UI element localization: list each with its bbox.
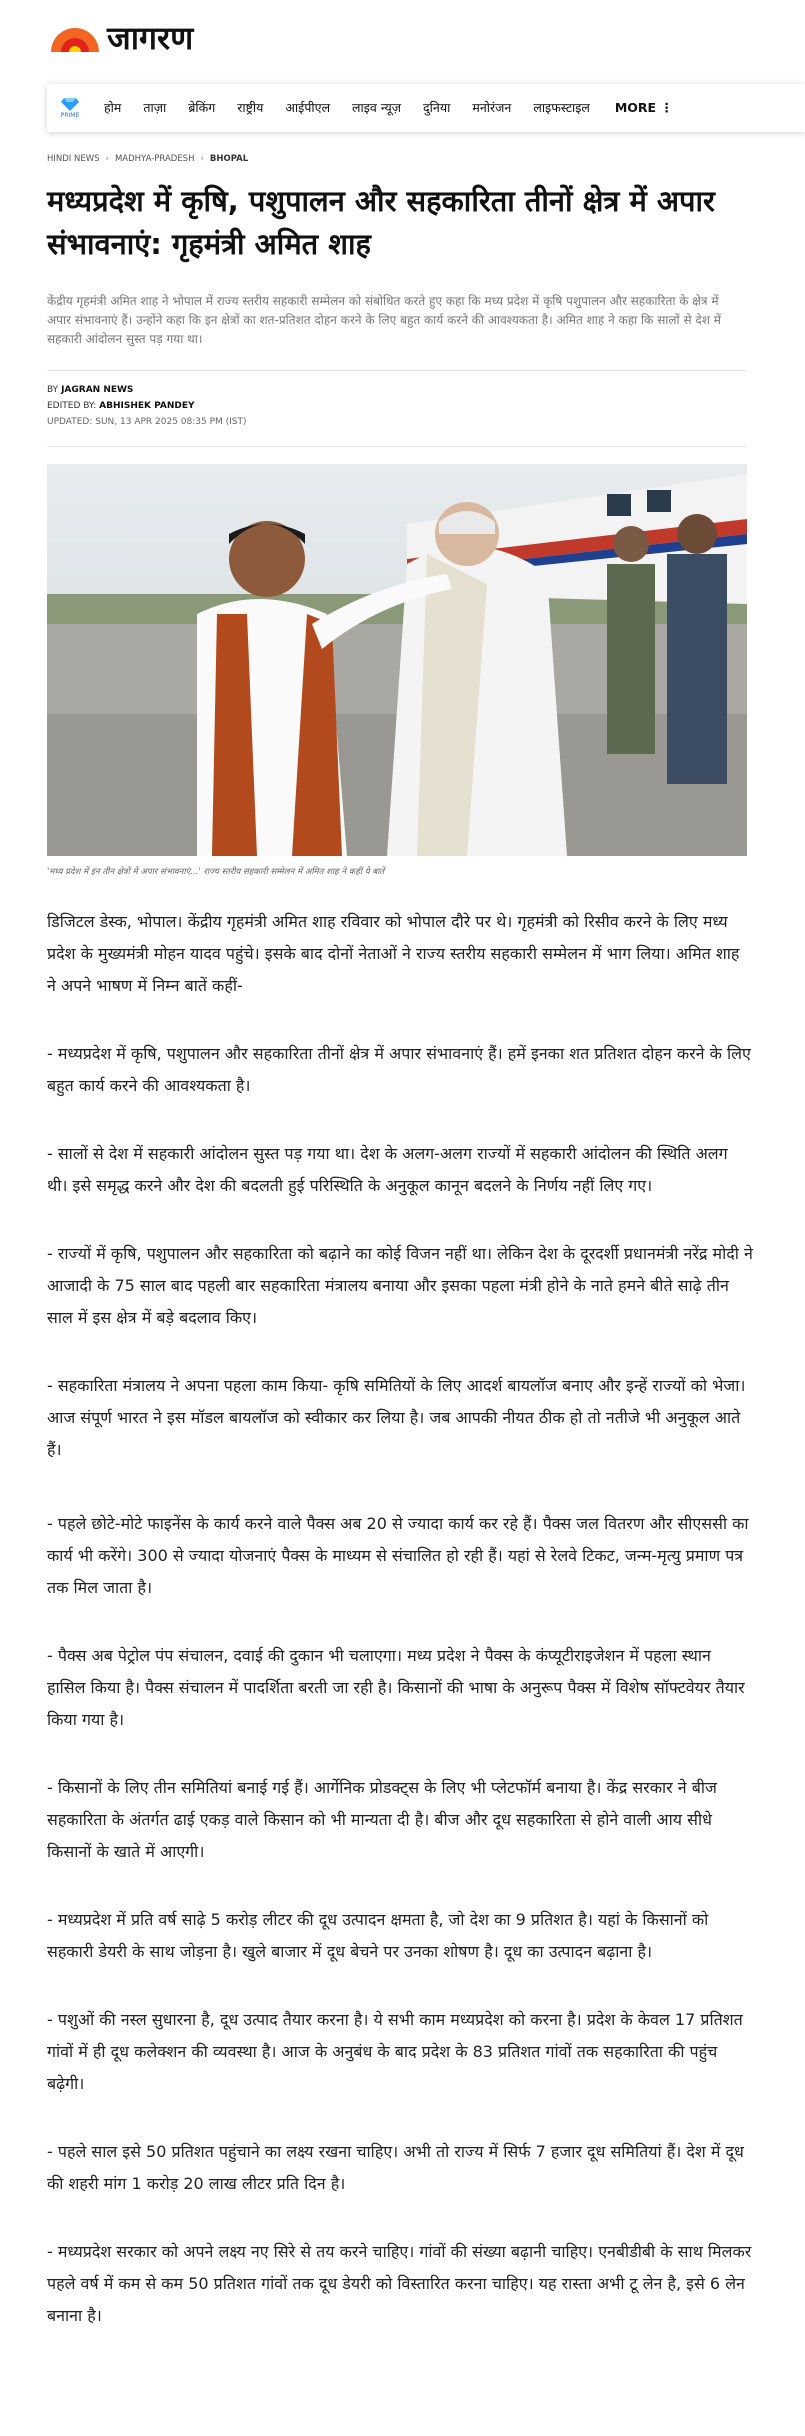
prime-label: PRIME bbox=[60, 112, 80, 119]
article-paragraph: - सालों से देश में सहकारी आंदोलन सुस्त पड़ गया था। देश के अलग-अलग राज्यों में सहकारी आंदोलन की स्थिति अलग थी। इसे समृद्ध करने और देश की बदलती हुई परिस्थिति के अनुकूल कानून बदलने के निर्णय नहीं लिए गए। bbox=[47, 1144, 728, 1195]
nav-more-button[interactable]: MORE ⋮ bbox=[614, 100, 673, 115]
nav-item-ipl[interactable]: आईपीएल bbox=[285, 100, 331, 115]
edited-by bbox=[47, 398, 247, 414]
updated-timestamp: UPDATED: SUN, 13 APR 2025 08:35 PM (IST) bbox=[47, 417, 247, 427]
article-paragraph: - राज्यों में कृषि, पशुपालन और सहकारिता को बढ़ाने का कोई विजन नहीं था। लेकिन देश के दूरदर्शी प्रधानमंत्री नरेंद्र मोदी ने आजादी के 75 साल बाद पहली बार सहकारिता मंत्रालय बनाया और इसका पहला मंत्री होने के नाते हमने बीते साढ़े तीन साल में इस क्षेत्र में बड़े बदलाव किए। bbox=[47, 1244, 753, 1327]
nav-item-entertainment[interactable]: मनोरंजन bbox=[472, 100, 512, 115]
nav-item-home[interactable]: होम bbox=[104, 100, 122, 115]
edited-by-label: EDITED BY: bbox=[47, 401, 97, 411]
editor-link[interactable]: ABHISHEK PANDEY bbox=[99, 401, 195, 411]
article-paragraph: डिजिटल डेस्क, भोपाल। केंद्रीय गृहमंत्री अमित शाह रविवार को भोपाल दौरे पर थे। गृहमंत्री को रिसीव करने के लिए मध्य प्रदेश के मुख्यमंत्री मोहन यादव पहुंचे। इसके बाद दोनों नेताओं ने राज्य स्तरीय सहकारी सम्मेलन में भाग लिया। अमित शाह ने अपने भाषण में निम्न बातें कहीं- bbox=[47, 912, 740, 995]
breadcrumb-item-city[interactable]: BHOPAL bbox=[209, 154, 249, 164]
main-nav bbox=[47, 84, 805, 132]
site-logo[interactable] bbox=[47, 20, 193, 56]
article-summary: केंद्रीय गृहमंत्री अमित शाह ने भोपाल में राज्य स्तरीय सहकारी सम्मेलन को संबोधित करते हुए कहा कि मध्य प्रदेश में कृषि पशुपालन और सहकारिता के क्षेत्र में अपार संभावनाएं हैं। उन्होंने कहा कि इन क्षेत्रों का शत-प्रतिशत दोहन करने के लिए बहुत कार्य करने की आवश्यकता है। अमित शाह ने कहा कि सालों से देश में सहकारी आंदोलन सुस्त पड़ गया था। bbox=[47, 294, 721, 346]
nav-item-breaking[interactable]: ब्रेकिंग bbox=[188, 100, 216, 115]
logo-wordmark: जागरण bbox=[107, 19, 194, 57]
article-paragraph: - सहकारिता मंत्रालय ने अपना पहला काम किया- कृषि समितियों के लिए आदर्श बायलॉज बनाए और इन्हें राज्यों को भेजा। आज संपूर्ण भारत ने इस मॉडल बायलॉज को स्वीकार कर लिया है। जब आपकी नीयत ठीक हो तो नतीजे भी अनुकूल आते हैं। bbox=[47, 1376, 746, 1459]
breadcrumb-separator: › bbox=[200, 154, 204, 164]
divider bbox=[47, 446, 747, 447]
article-paragraph: - पहले साल इसे 50 प्रतिशत पहुंचाने का लक्ष्य रखना चाहिए। अभी तो राज्य में सिर्फ 7 हजार दूध समितियां हैं। देश में दूध की शहरी मांग 1 करोड़ 20 लाख लीटर प्रति दिन है। bbox=[47, 2142, 744, 2193]
article-body bbox=[47, 906, 753, 2332]
nav-item-lifestyle[interactable]: लाइफस्टाइल bbox=[533, 100, 590, 115]
article-paragraph: - पैक्स अब पेट्रोल पंप संचालन, दवाई की दुकान भी चलाएगा। मध्य प्रदेश ने पैक्स के कंप्यूटीराइजेशन में पहला स्थान हासिल किया है। पैक्स संचालन में पादर्शिता बरती जा रही है। किसानों की भाषा के अनुरूप पैक्स में विशेष सॉफ्टवेयर तैयार किया गया है। bbox=[47, 1646, 745, 1729]
hero-image bbox=[47, 464, 747, 856]
nav-item-national[interactable]: राष्ट्रीय bbox=[237, 100, 264, 115]
article-paragraph: - पहले छोटे-मोटे फाइनेंस के कार्य करने वाले पैक्स अब 20 से ज्यादा कार्य कर रहे हैं। पैक्स जल वितरण और सीएससी का कार्य भी करेंगे। 300 से ज्यादा योजनाएं पैक्स के माध्यम से संचालित हो रही हैं। यहां से रेलवे टिकट, जन्म-मृत्यु प्रमाण पत्र तक मिल जाता है। bbox=[47, 1514, 749, 1597]
diamond-icon bbox=[61, 97, 79, 111]
byline bbox=[47, 382, 247, 398]
article-paragraph: - मध्यप्रदेश में प्रति वर्ष साढ़े 5 करोड़ लीटर की दूध उत्पादन क्षमता है, जो देश का 9 प्रतिशत है। यहां के किसानों को सहकारी डेयरी के साथ जोड़ना है। खुले बाजार में दूध बेचने पर उनका शोषण है। दूध का उत्पादन बढ़ाना है। bbox=[47, 1910, 709, 1961]
author-link[interactable]: JAGRAN NEWS bbox=[61, 385, 134, 395]
article-paragraph: - किसानों के लिए तीन समितियां बनाई गई हैं। आर्गेनिक प्रोडक्ट्स के लिए भी प्लेटफॉर्म बनाया है। केंद्र सरकार ने बीज सहकारिता के अंतर्गत ढाई एकड़ वाले किसान को भी मान्यता दी है। बीज और दूध सहकारिता से होने वाली आय सीधे किसानों के खाते में आएगी। bbox=[47, 1778, 717, 1861]
article-paragraph: - मध्यप्रदेश में कृषि, पशुपालन और सहकारिता तीनों क्षेत्र में अपार संभावनाएं हैं। हमें इनका शत प्रतिशत दोहन करने के लिए बहुत कार्य करने की आवश्यकता है। bbox=[47, 1044, 751, 1095]
hero-caption: 'मध्य प्रदेश में इन तीन क्षेत्रों में अपार संभावनाएं...' राज्य स्तरीय सहकारी सम्मेलन में अमित शाह ने कहीं ये बातें bbox=[47, 867, 385, 877]
hero-photo-illustration bbox=[47, 464, 747, 856]
nav-item-latest[interactable]: ताज़ा bbox=[143, 100, 167, 115]
breadcrumb-item-state[interactable]: MADHYA-PRADESH bbox=[114, 154, 195, 164]
nav-prime[interactable] bbox=[47, 84, 93, 132]
breadcrumb bbox=[47, 154, 248, 164]
breadcrumb-item-hindi-news[interactable]: HINDI NEWS bbox=[47, 154, 100, 164]
article-paragraph: - मध्यप्रदेश सरकार को अपने लक्ष्य नए सिरे से तय करने चाहिए। गांवों की संख्या बढ़ानी चाहिए। एनबीडीबी के साथ मिलकर पहले वर्ष में कम से कम 50 प्रतिशत गांवों तक दूध डेयरी को विस्तारित करना चाहिए। यह रास्ता अभी टू लेन है, इसे 6 लेन बनाना है। bbox=[47, 2242, 752, 2325]
divider bbox=[47, 370, 747, 371]
article-paragraph: - पशुओं की नस्ल सुधारना है, दूध उत्पाद तैयार करना है। ये सभी काम मध्यप्रदेश को करना है। प्रदेश के केवल 17 प्रतिशत गांवों में ही दूध कलेक्शन की व्यवस्था है। आज के अनुबंध के बाद प्रदेश के 83 प्रतिशत गांवों तक सहकारिता की पहुंच बढ़ेगी। bbox=[47, 2010, 743, 2093]
article-headline: मध्यप्रदेश में कृषि, पशुपालन और सहकारिता तीनों क्षेत्र में अपार संभावनाएं: गृहमंत्री अमित शाह bbox=[47, 184, 715, 261]
nav-item-live-news[interactable]: लाइव न्यूज़ bbox=[352, 100, 402, 115]
breadcrumb-separator: › bbox=[105, 154, 109, 164]
byline-label: BY bbox=[47, 385, 59, 395]
nav-item-world[interactable]: दुनिया bbox=[423, 100, 451, 115]
sun-logo-icon bbox=[47, 22, 103, 54]
article-meta bbox=[47, 382, 247, 430]
